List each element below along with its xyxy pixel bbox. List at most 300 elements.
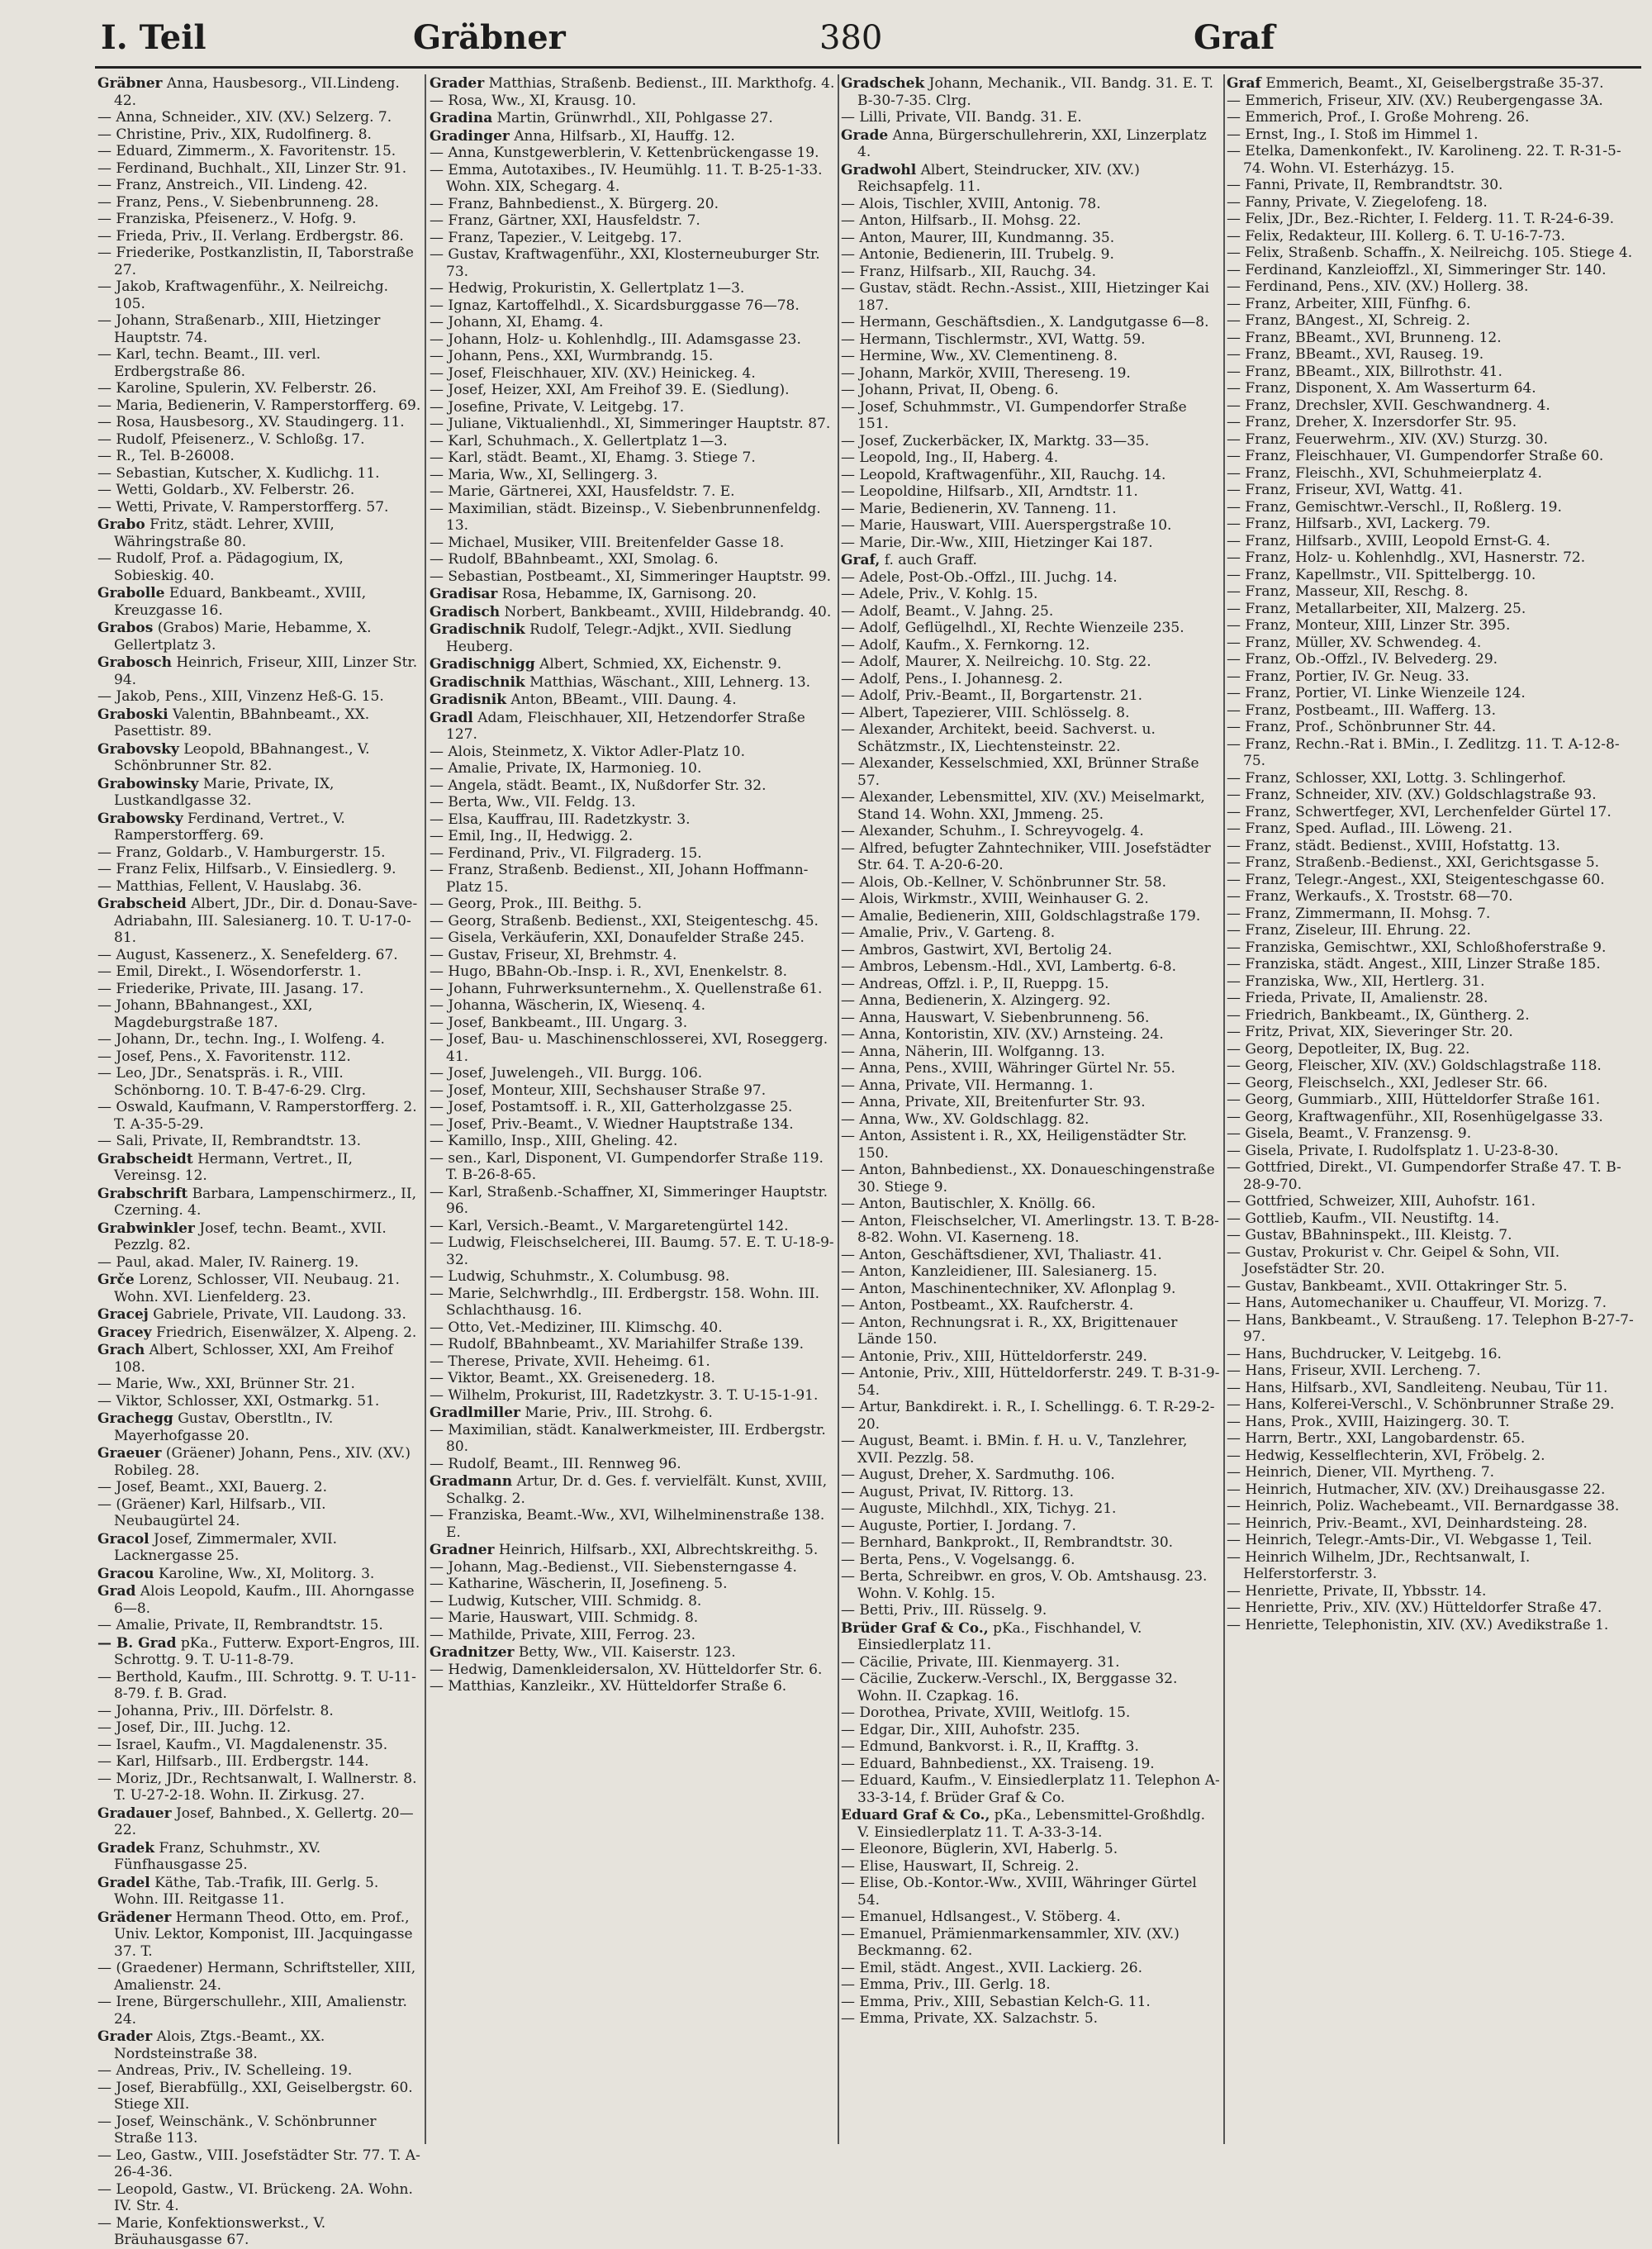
directory-entry-head: [841, 1620, 1221, 1654]
directory-entry: [430, 760, 836, 777]
directory-entry-head: [97, 1583, 421, 1617]
directory-entry-head: [97, 1445, 421, 1479]
directory-entry-head: [430, 1473, 836, 1507]
entry-text: — Marie, Konfektionswerkst., V. Bräuhausgasse 67.: [97, 2214, 326, 2248]
entry-text: — Emma, Priv., XIII, Sebastian Kelch-G. 11.: [841, 1993, 1151, 2010]
entry-text: — Rudolf, Prof. a. Pädagogium, IX, Sobieskig. 40.: [97, 550, 344, 584]
directory-entry: [430, 1678, 836, 1695]
entry-surname: Gradauer: [97, 1804, 172, 1822]
directory-entry: [1227, 1346, 1640, 1363]
directory-entry: [1227, 1227, 1640, 1244]
directory-entry: [97, 499, 421, 516]
directory-entry: [841, 517, 1221, 535]
entry-text: — Josef, Monteur, XIII, Sechshauser Straße 97.: [430, 1082, 767, 1099]
directory-entry: [97, 2062, 421, 2080]
entry-text: — Anton, Rechnungsrat i. R., XX, Brigittenauer Lände 150.: [841, 1314, 1178, 1348]
directory-entry-head: [97, 1306, 421, 1324]
directory-entry-head: [97, 741, 421, 775]
directory-entry-head: [430, 1405, 836, 1422]
directory-entry: [1227, 1617, 1640, 1634]
directory-entry: [430, 230, 836, 247]
entry-surname: Graf,: [841, 552, 881, 568]
directory-entry: [841, 1858, 1221, 1876]
directory-entry: [841, 348, 1221, 365]
directory-entry: [430, 1370, 836, 1387]
entry-surname: Gradinger: [430, 127, 510, 145]
directory-entry: [430, 1387, 836, 1405]
directory-entry: [1227, 228, 1640, 245]
directory-entry-head: [841, 127, 1221, 161]
entry-text: — Franz, Arbeiter, XIII, Fünfhg. 6.: [1227, 295, 1471, 312]
entry-text: — Wetti, Goldarb., XV. Felberstr. 26.: [97, 482, 355, 498]
entry-surname: Grädener: [97, 1909, 172, 1926]
entry-text: — Anna, Schneider., XIV. (XV.) Selzerg. 7.: [97, 109, 392, 126]
entry-text: — Rudolf, Pfeisenerz., V. Schloßg. 17.: [97, 430, 365, 448]
directory-entry-head: [430, 586, 836, 603]
directory-entry: [1227, 906, 1640, 923]
directory-entry: [841, 230, 1221, 247]
entry-text: pKa., Futterw. Export-Engros, III. Schrottg. 9. T. U-11-8-79.: [114, 1634, 420, 1668]
directory-entry: [1227, 1244, 1640, 1278]
directory-entry: [841, 823, 1221, 840]
directory-entry: [841, 1654, 1221, 1671]
entry-text: Emmerich, Beamt., XI, Geiselbergstraße 35-37.: [1265, 75, 1604, 92]
directory-entry-head: [841, 552, 1221, 569]
entry-text: — Rudolf, BBahnbeamt., XV. Mariahilfer Straße 139.: [430, 1336, 805, 1353]
directory-entry: [841, 603, 1221, 620]
entry-text: — Josef, Priv.-Beamt., V. Wiedner Hauptstraße 134.: [430, 1115, 794, 1133]
directory-entry: [841, 976, 1221, 993]
directory-entry: [97, 2147, 421, 2181]
entry-text: — Anna, Ww., XV. Goldschlagg. 82.: [841, 1110, 1089, 1128]
directory-entry: [841, 1960, 1221, 1977]
directory-entry: [430, 280, 836, 297]
directory-entry: [841, 1162, 1221, 1196]
entry-text: Leopold, BBahnangest., V. Schönbrunner Str. 82.: [114, 740, 370, 774]
entry-text: — Karl, Versich.-Beamt., V. Margaretengürtel 142.: [430, 1217, 789, 1234]
directory-entry: [841, 501, 1221, 518]
entry-text: — Karl, Schuhmach., X. Gellertplatz 1—3.: [430, 432, 728, 449]
directory-entry: [430, 1268, 836, 1286]
directory-entry-head: [1227, 75, 1640, 93]
entry-text: — Franz, Zimmermann, II. Mohsg. 7.: [1227, 905, 1491, 922]
entry-text: — (Graedener) Hermann, Schriftsteller, XIII, Amalienstr. 24.: [97, 1960, 416, 1994]
directory-entry-head: [841, 75, 1221, 109]
entry-surname: Gradschek: [841, 75, 925, 92]
entry-text: Artur, Dr. d. Ges. f. vervielfält. Kunst, XVIII, Schalkg. 2.: [446, 1473, 828, 1507]
entry-surname: Grabwinkler: [97, 1220, 195, 1237]
directory-entry: [430, 145, 836, 162]
entry-surname: Gradel: [97, 1874, 150, 1891]
entry-text: — Anton, Bautischler, X. Knöllg. 66.: [841, 1196, 1096, 1212]
entry-text: — Adele, Priv., V. Kohlg. 15.: [841, 586, 1038, 602]
directory-entry-head: [97, 75, 421, 109]
entry-text: — Ludwig, Schuhmstr., X. Columbusg. 98.: [430, 1268, 730, 1285]
directory-entry-head: [97, 1151, 421, 1185]
directory-entry: [841, 721, 1221, 755]
entry-text: — Ernst, Ing., I. Stoß im Himmel 1.: [1227, 126, 1479, 143]
entry-text: Rudolf, Telegr.-Adjkt., XVII. Siedlung Heuberg.: [446, 621, 792, 655]
entry-text: — Anton, Geschäftsdiener, XVI, Thaliastr. 41.: [841, 1246, 1162, 1263]
entry-surname: Graboski: [97, 706, 169, 723]
column-2: [430, 74, 836, 2144]
directory-entry: [97, 380, 421, 397]
directory-entry: [97, 1254, 421, 1272]
part-label: I. Teil: [101, 18, 206, 57]
directory-entry: [97, 1065, 421, 1099]
directory-entry: [430, 467, 836, 484]
entry-text: — Georg, Prok., III. Beithg. 5.: [430, 896, 643, 912]
entry-text: — Franz, Anstreich., VII. Lindeng. 42.: [97, 177, 368, 193]
directory-entry: [841, 1263, 1221, 1281]
entry-text: — Irene, Bürgerschullehr., XIII, Amalienstr. 24.: [97, 1994, 407, 2028]
entry-text: — Anton, Assistent i. R., XX, Heiligenstädter Str. 150.: [841, 1128, 1187, 1162]
entry-text: — Ludwig, Kutscher, VIII. Schmidg. 8.: [430, 1592, 702, 1609]
entry-text: — Franz, Friseur, XVI, Wattg. 41.: [1227, 482, 1463, 498]
directory-entry: [841, 1060, 1221, 1077]
entry-surname: Gracey: [97, 1324, 152, 1341]
directory-entry: [430, 162, 836, 196]
entry-text: Karoline, Ww., XI, Molitorg. 3.: [158, 1565, 375, 1582]
directory-entry: [97, 2080, 421, 2113]
entry-surname: Grabolle: [97, 585, 165, 601]
directory-entry: [1227, 1464, 1640, 1481]
directory-entry: [841, 1010, 1221, 1027]
entry-text: — Franz, Masseur, XII, Reschg. 8.: [1227, 583, 1469, 600]
entry-text: — Hermine, Ww., XV. Clementineng. 8.: [841, 348, 1118, 364]
directory-entry: [841, 705, 1221, 722]
directory-entry: [97, 414, 421, 431]
directory-entry: [841, 1671, 1221, 1705]
entry-text: — Gustav, Bankbeamt., XVII. Ottakringer Str. 5.: [1227, 1277, 1568, 1295]
directory-entry: [430, 845, 836, 863]
entry-text: — Josef, Bau- u. Maschinenschlosserei, XVI, Roseggerg. 41.: [430, 1031, 828, 1065]
directory-entry: [430, 1133, 836, 1150]
entry-text: — Josef, Pens., X. Favoritenstr. 112.: [97, 1048, 351, 1065]
entry-text: — Josef, Juwelengeh., VII. Burgg. 106.: [430, 1065, 703, 1082]
entry-text: — Alexander, Lebensmittel, XIV. (XV.) Meiselmarkt, Stand 14. Wohn. XXI, Jmmeng. 25.: [841, 789, 1205, 823]
directory-entry: [841, 1196, 1221, 1213]
directory-entry: [841, 1994, 1221, 2011]
entry-text: — Mathilde, Private, XIII, Ferrog. 23.: [430, 1626, 695, 1643]
entry-text: — Henriette, Telephonistin, XIV. (XV.) Avedikstraße 1.: [1227, 1616, 1609, 1633]
entry-text: — Franz, Portier, IV. Gr. Neug. 33.: [1227, 668, 1469, 685]
entry-text: — Oswald, Kaufmann, V. Ramperstorfferg. 2. T. A-35-5-29.: [97, 1099, 417, 1133]
directory-entry: [1227, 1109, 1640, 1126]
entry-text: — Matthias, Kanzleikr., XV. Hütteldorfer Straße 6.: [430, 1678, 787, 1695]
entry-text: Eduard, Bankbeamt., XVIII, Kreuzgasse 16.: [114, 585, 367, 619]
directory-entry: [1227, 109, 1640, 126]
directory-entry: [430, 483, 836, 501]
entry-text: — Franz, Monteur, XIII, Linzer Str. 395.: [1227, 617, 1511, 634]
directory-entry: [841, 1738, 1221, 1756]
directory-entry: [1227, 211, 1640, 228]
entry-text: Norbert, Bankbeamt., XVIII, Hildebrandg. 40.: [504, 603, 832, 620]
entry-text: — Marie, Dir.-Ww., XIII, Hietzinger Kai 187.: [841, 534, 1153, 551]
directory-entry: [430, 1627, 836, 1644]
directory-entry: [97, 211, 421, 228]
entry-text: — Josef, Heizer, XXI, Am Freihof 39. E. (Siedlung).: [430, 382, 790, 398]
directory-entry-head: [430, 128, 836, 145]
directory-entry: [841, 1077, 1221, 1095]
entry-text: — Fanni, Private, II, Rembrandtstr. 30.: [1227, 177, 1503, 193]
entry-text: — Anton, Maurer, III, Kundmanng. 35.: [841, 229, 1115, 246]
directory-entry: [97, 1669, 421, 1703]
directory-entry: [97, 1031, 421, 1048]
entry-text: — Amalie, Private, IX, Harmonieg. 10.: [430, 760, 702, 777]
directory-entry: [97, 997, 421, 1031]
directory-entry: [430, 930, 836, 947]
entry-text: — Gustav, Friseur, XI, Brehmstr. 4.: [430, 946, 677, 963]
entry-text: — Emma, Private, XX. Salzachstr. 5.: [841, 2010, 1099, 2027]
entry-text: — August, Privat, IV. Rittorg. 13.: [841, 1483, 1075, 1500]
entry-text: — Rudolf, BBahnbeamt., XXI, Smolag. 6.: [430, 551, 719, 568]
directory-entry: [1227, 330, 1640, 347]
entry-surname: — B. Grad: [97, 1634, 177, 1652]
entry-text: — Angela, städt. Beamt., IX, Nußdorfer Str. 32.: [430, 777, 767, 794]
entry-text: (Gräener) Johann, Pens., XIV. (XV.) Robileg. 28.: [114, 1445, 411, 1479]
directory-entry-head: [97, 2028, 421, 2062]
entry-text: — Hans, Bankbeamt., V. Straußeng. 17. Telephon B-27-7-97.: [1227, 1311, 1634, 1345]
entry-text: — Gisela, Private, I. Rudolfsplatz 1. U-23-8-30.: [1227, 1142, 1559, 1159]
entry-text: — Franz, Ob.-Offzl., IV. Belvederg. 29.: [1227, 651, 1498, 668]
entry-text: — Josef, Fleischhauer, XIV. (XV.) Heinickeg. 4.: [430, 364, 756, 382]
directory-entry: [1227, 888, 1640, 906]
directory-entry: [1227, 939, 1640, 957]
directory-entry-head: [97, 1342, 421, 1376]
directory-entry: [430, 246, 836, 280]
directory-entry: [430, 1218, 836, 1235]
entry-text: Anton, BBeamt., VIII. Daung. 4.: [510, 692, 737, 708]
directory-entry: [1227, 1278, 1640, 1296]
entry-text: Alois Leopold, Kaufm., III. Ahorngasse 6—8.: [114, 1583, 415, 1617]
entry-text: — Marie, Hauswart, VIII. Schmidg. 8.: [430, 1609, 699, 1626]
entry-text: — Johann, Markör, XVIII, Thereseng. 19.: [841, 364, 1131, 382]
directory-entry-head: [97, 585, 421, 619]
entry-text: — August, Beamt. i. BMin. f. H. u. V., Tanzlehrer, XVII. Pezzlg. 58.: [841, 1433, 1188, 1467]
directory-entry: [430, 331, 836, 349]
entry-text: — Adolf, Pens., I. Johannesg. 2.: [841, 670, 1063, 687]
directory-entry: [430, 551, 836, 568]
entry-text: — Gustav, BBahninspekt., III. Kleistg. 7.: [1227, 1227, 1512, 1243]
entry-text: — Berta, Schreibwr. en gros, V. Ob. Amtshausg. 23. Wohn. V. Kohlg. 15.: [841, 1568, 1208, 1602]
directory-entry: [1227, 854, 1640, 872]
directory-entry: [430, 568, 836, 586]
directory-entry-head: [97, 1186, 421, 1220]
directory-entry: [97, 397, 421, 415]
entry-text: — Franz, Straßenb. Bedienst., XII, Johann Hoffmann-Platz 15.: [430, 862, 809, 896]
directory-entry: [430, 416, 836, 433]
directory-entry: [97, 2113, 421, 2147]
entry-text: — Friederike, Private, III. Jasang. 17.: [97, 980, 364, 997]
directory-entry-head: [430, 110, 836, 127]
directory-entry: [1227, 820, 1640, 838]
entry-text: — Franz, Straßenb.-Bedienst., XXI, Gerichtsgasse 5.: [1227, 854, 1600, 871]
entry-surname: Gradner: [430, 1542, 495, 1558]
directory-entry: [430, 744, 836, 761]
directory-entry: [97, 688, 421, 706]
directory-entry-head: [97, 1840, 421, 1874]
entry-text: — Anna, Private, XII, Breitenfurter Str. 93.: [841, 1094, 1146, 1110]
entry-text: — Antonie, Bedienerin, III. Trubelg. 9.: [841, 246, 1114, 263]
entry-text: — Frieda, Priv., II. Verlang. Erdbergstr. 86.: [97, 227, 404, 245]
entry-text: — Alois, Tischler, XVIII, Antonig. 78.: [841, 195, 1101, 212]
directory-entry: [430, 963, 836, 981]
directory-entry: [841, 1044, 1221, 1061]
entry-text: — R., Tel. B-26008.: [97, 448, 235, 464]
directory-entry: [841, 1909, 1221, 1926]
entry-text: — Ludwig, Fleischselcherei, III. Baumg. 57. E. T. U-18-9-32.: [430, 1234, 834, 1268]
directory-entry: [1227, 549, 1640, 567]
entry-text: — Franz, Pens., V. Siebenbrunneng. 28.: [97, 193, 379, 211]
entry-surname: Gradl: [430, 709, 473, 726]
entry-text: — Leopold, Gastw., VI. Brückeng. 2A. Wohn. IV. Str. 4.: [97, 2180, 413, 2214]
directory-entry: [841, 449, 1221, 467]
directory-entry: [841, 1315, 1221, 1348]
directory-entry: [430, 1082, 836, 1100]
entry-surname: Gracej: [97, 1306, 149, 1323]
entry-text: — Franz, Fleischhauer, VI. Gumpendorfer Straße 60.: [1227, 448, 1604, 464]
entry-text: — Israel, Kaufm., VI. Magdalenenstr. 35.: [97, 1736, 388, 1753]
directory-entry: [841, 467, 1221, 484]
directory-entry: [430, 947, 836, 964]
directory-entry: [1227, 448, 1640, 465]
directory-entry: [430, 777, 836, 795]
entry-surname: Grader: [430, 75, 485, 92]
directory-entry: [1227, 312, 1640, 330]
entry-text: — Josefine, Private, V. Leitgebg. 17.: [430, 398, 685, 416]
directory-entry: [430, 365, 836, 383]
entry-text: — Wilhelm, Prokurist, III, Radetzkystr. 3. T. U-15-1-91.: [430, 1386, 819, 1404]
directory-entry: [97, 160, 421, 178]
entry-text: — sen., Karl, Disponent, VI. Gumpendorfer Straße 119. T. B-26-8-65.: [430, 1149, 824, 1183]
entry-text: Lorenz, Schlosser, VII. Neubaug. 21. Wohn. XVI. Lienfelderg. 23.: [114, 1272, 400, 1305]
directory-entry: [841, 1433, 1221, 1467]
entry-text: — Otto, Vet.-Mediziner, III. Klimschg. 40.: [430, 1319, 723, 1336]
directory-entry-head: [430, 1644, 836, 1662]
entry-text: — Heinrich, Telegr.-Amts-Dir., VI. Webgasse 1, Teil.: [1227, 1532, 1593, 1548]
column-divider: [1223, 74, 1225, 2144]
entry-text: Marie, Priv., III. Strohg. 6.: [525, 1405, 713, 1421]
directory-entry: [430, 1456, 836, 1473]
entry-text: — Emmerich, Friseur, XIV. (XV.) Reubergengasse 3A.: [1227, 92, 1603, 109]
entry-text: — Artur, Bankdirekt. i. R., I. Schellingg. 6. T. R-29-2-20.: [841, 1399, 1215, 1433]
entry-text: Franz, Schuhmstr., XV. Fünfhausgasse 25.: [114, 1839, 321, 1873]
entry-text: — Karl, städt. Beamt., XI, Ehamg. 3. Stiege 7.: [430, 449, 756, 466]
entry-text: Josef, techn. Beamt., XVII. Pezzlg. 82.: [114, 1220, 387, 1253]
entry-text: — Katharine, Wäscherin, II, Josefineng. 5.: [430, 1576, 728, 1592]
directory-entry: [841, 1128, 1221, 1162]
directory-entry: [841, 399, 1221, 433]
directory-entry: [841, 1875, 1221, 1909]
entry-text: — Emanuel, Hdlsangest., V. Stöberg. 4.: [841, 1909, 1121, 1925]
left-running-head: Gräbner: [413, 18, 566, 57]
directory-entry: [430, 1609, 836, 1627]
entry-text: — Frieda, Private, II, Amalienstr. 28.: [1227, 990, 1488, 1006]
directory-entry: [841, 1026, 1221, 1044]
entry-surname: Graeuer: [97, 1445, 162, 1462]
directory-entry-head: [97, 1410, 421, 1444]
entry-text: — Heinrich Wilhelm, JDr., Rechtsanwalt, I. Helferstorferstr. 3.: [1227, 1548, 1531, 1582]
directory-entry: [97, 126, 421, 144]
directory-entry: [97, 1479, 421, 1496]
directory-entry-head: [97, 1531, 421, 1565]
entry-surname: Gradischnik: [430, 621, 525, 638]
directory-entry: [430, 1422, 836, 1456]
entry-text: — Henriette, Private, II, Ybbsstr. 14.: [1227, 1582, 1487, 1600]
directory-entry: [97, 1376, 421, 1393]
entry-text: — Johann, Privat, II, Obeng. 6.: [841, 382, 1059, 398]
directory-entry: [1227, 397, 1640, 415]
entry-text: Heinrich, Friseur, XIII, Linzer Str. 94.: [114, 654, 418, 688]
directory-entry: [841, 212, 1221, 230]
entry-text: — Hans, Hilfsarb., XVI, Sandleiteng. Neubau, Tür 11.: [1227, 1379, 1608, 1396]
directory-entry: [1227, 736, 1640, 770]
entry-text: — Josef, Schuhmmstr., VI. Gumpendorfer Straße 151.: [841, 398, 1187, 432]
directory-entry-head: [430, 621, 836, 655]
directory-entry: [841, 196, 1221, 213]
entry-text: — Alexander, Architekt, beeid. Sachverst. u. Schätzmstr., IX, Liechtensteinstr. 22.: [841, 721, 1156, 755]
directory-entry: [841, 246, 1221, 264]
entry-text: Barbara, Lampenschirmerz., II, Czerning. 4.: [114, 1185, 417, 1219]
entry-text: — Johann, Mag.-Bedienst., VII. Siebensterngasse 4.: [430, 1558, 797, 1576]
directory-entry: [430, 828, 836, 845]
entry-text: Friedrich, Eisenwälzer, X. Alpeng. 2.: [155, 1324, 417, 1341]
entry-text: — Ignaz, Kartoffelhdl., X. Sicardsburggasse 76—78.: [430, 297, 800, 314]
directory-entry: [1227, 668, 1640, 686]
entry-text: — Franz, Ziseleur, III. Ehrung. 22.: [1227, 922, 1471, 939]
entry-text: — Franz, städt. Bedienst., XVIII, Hofstattg. 13.: [1227, 837, 1560, 854]
directory-entry: [841, 586, 1221, 603]
directory-entry-head: [430, 710, 836, 744]
directory-entry: [1227, 1414, 1640, 1431]
entry-text: — Gisela, Verkäuferin, XXI, Donaufelder Straße 245.: [430, 930, 805, 946]
entry-text: — Marie, Hauswart, VIII. Auerspergstraße 10.: [841, 517, 1172, 534]
directory-entry: [430, 348, 836, 365]
entry-text: — Franz, Hilfsarb., XVI, Lackerg. 79.: [1227, 516, 1491, 532]
entry-text: — Hans, Kolferei-Verschl., V. Schönbrunner Straße 29.: [1227, 1396, 1615, 1413]
directory-entry: [1227, 380, 1640, 397]
directory-entry: [97, 1960, 421, 1994]
directory-entry: [97, 312, 421, 346]
entry-text: — Josef, Beamt., XXI, Bauerg. 2.: [97, 1479, 327, 1495]
entry-text: — Hans, Buchdrucker, V. Leitgebg. 16.: [1227, 1345, 1502, 1362]
directory-entry: [1227, 567, 1640, 584]
directory-entry: [430, 196, 836, 213]
entry-text: — Josef, Bierabfüllg., XXI, Geiselbergstr. 60. Stiege XII.: [97, 2079, 413, 2113]
entry-text: — Hedwig, Kesselflechterin, XVI, Fröbelg. 2.: [1227, 1447, 1545, 1464]
entry-surname: Grabschrift: [97, 1185, 188, 1202]
entry-text: Anna, Bürgerschullehrerin, XXI, Linzerplatz 4.: [857, 126, 1207, 160]
directory-entry: [430, 212, 836, 230]
entry-text: — Franz, Müller, XV. Schwendeg. 4.: [1227, 634, 1482, 651]
directory-entry: [1227, 346, 1640, 364]
entry-text: — Lilli, Private, VII. Bandg. 31. E.: [841, 109, 1082, 126]
entry-text: — Michael, Musiker, VIII. Breitenfelder Gasse 18.: [430, 534, 785, 551]
entry-text: — Heinrich, Hutmacher, XIV. (XV.) Dreihausgasse 22.: [1227, 1481, 1606, 1498]
entry-text: — Franz, Schlosser, XXI, Lottg. 3. Schlingerhof.: [1227, 769, 1567, 787]
directory-entry: [1227, 126, 1640, 144]
entry-text: — Johann, Dr., techn. Ing., I. Wolfeng. 4.: [97, 1031, 385, 1048]
directory-entry: [97, 1393, 421, 1410]
entry-surname: Grade: [841, 126, 889, 144]
directory-entry-head: [97, 654, 421, 688]
entry-text: — Anton, Maschinentechniker, XV. Aflonplag 9.: [841, 1280, 1176, 1297]
directory-entry: [1227, 278, 1640, 296]
entry-text: — Maria, Ww., XI, Sellingerg. 3.: [430, 466, 658, 483]
directory-entry: [430, 1065, 836, 1082]
entry-text: — Franz, Goldarb., V. Hamburgerstr. 15.: [97, 844, 386, 861]
